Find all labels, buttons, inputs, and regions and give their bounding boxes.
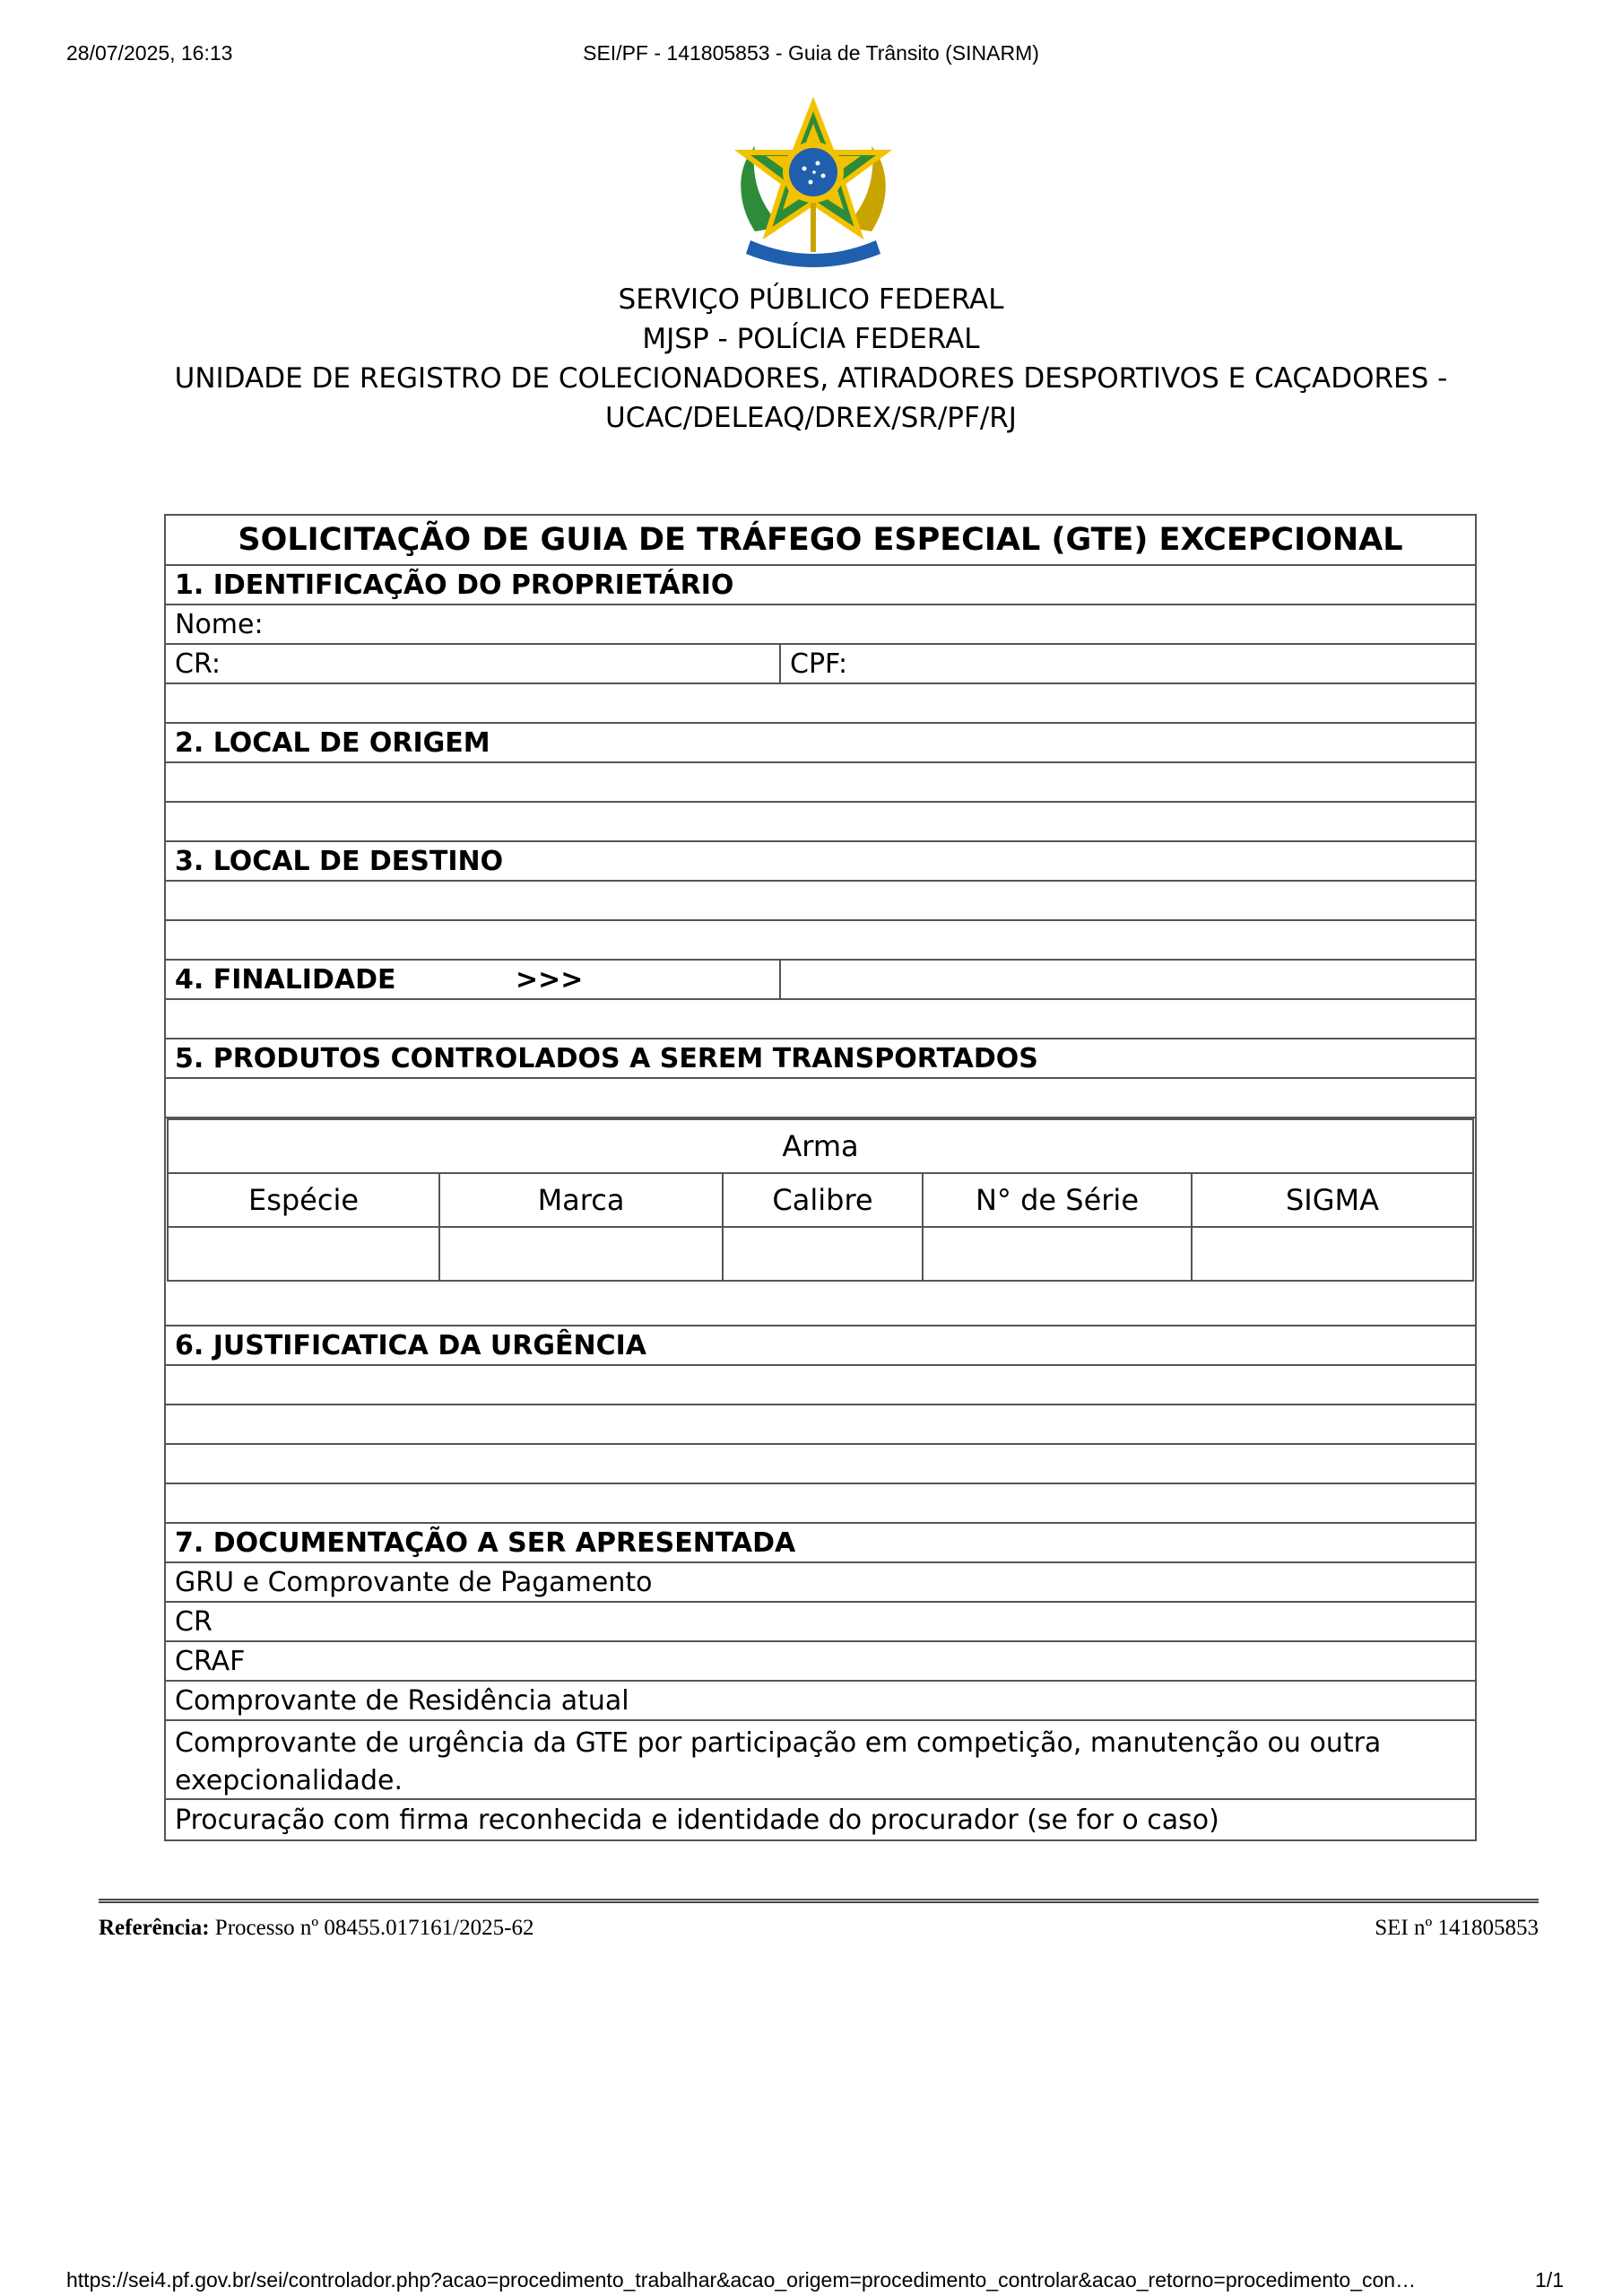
arma-header: Arma <box>168 1119 1473 1173</box>
marca-cell[interactable] <box>439 1227 723 1281</box>
purpose-row <box>166 961 1475 1000</box>
page-number: 1/1 <box>1535 2268 1564 2292</box>
urgency-line-1[interactable] <box>166 1366 1475 1405</box>
blank-row[interactable] <box>166 1000 1475 1039</box>
org-line-2: MJSP - POLÍCIA FEDERAL <box>642 323 980 355</box>
doc-item: Procuração com firma reconhecida e identidade do procurador (se for o caso) <box>175 1804 1219 1836</box>
urgency-line-4[interactable] <box>166 1484 1475 1524</box>
process-number: Processo nº 08455.017161/2025-62 <box>214 1916 534 1940</box>
col-sigma: SIGMA <box>1192 1173 1473 1227</box>
sigma-cell[interactable] <box>1192 1227 1473 1281</box>
org-line-1: SERVIÇO PÚBLICO FEDERAL <box>618 283 1004 316</box>
destination-field[interactable] <box>166 882 1475 921</box>
cpf-field[interactable]: CPF: <box>790 648 848 680</box>
especie-cell[interactable] <box>168 1227 439 1281</box>
numero-serie-cell[interactable] <box>923 1227 1192 1281</box>
section-documentation: 7. DOCUMENTAÇÃO A SER APRESENTADA <box>166 1524 1475 1563</box>
arma-table <box>167 1118 1474 1282</box>
origin-field[interactable] <box>166 763 1475 803</box>
brazil-coat-of-arms-icon <box>728 97 898 272</box>
col-marca: Marca <box>439 1173 723 1227</box>
section-purpose <box>166 961 781 998</box>
form-title: SOLICITAÇÃO DE GUIA DE TRÁFEGO ESPECIAL (GTE) EXCEPCIONAL <box>166 516 1475 566</box>
col-numero-serie: N° de Série <box>923 1173 1192 1227</box>
purpose-arrows: >>> <box>516 963 584 996</box>
section-urgency: 6. JUSTIFICATICA DA URGÊNCIA <box>166 1326 1475 1366</box>
print-header <box>0 41 1622 77</box>
doc-item: Comprovante de Residência atual <box>166 1682 1475 1721</box>
col-calibre: Calibre <box>723 1173 923 1227</box>
cr-cpf-row <box>166 645 1475 684</box>
cr-field[interactable]: CR: <box>166 645 781 683</box>
calibre-cell[interactable] <box>723 1227 923 1281</box>
doc-item: CRAF <box>166 1642 1475 1682</box>
gte-request-form <box>164 514 1477 1841</box>
arma-table-wrapper <box>166 1118 1475 1326</box>
purpose-field[interactable] <box>781 961 1475 998</box>
nome-field[interactable]: Nome: <box>166 605 1475 645</box>
doc-item: CR <box>166 1603 1475 1642</box>
section-purpose-label: 4. FINALIDADE <box>175 963 396 996</box>
section-origin: 2. LOCAL DE ORIGEM <box>166 724 1475 763</box>
urgency-line-2[interactable] <box>166 1405 1475 1445</box>
print-datetime: 28/07/2025, 16:13 <box>66 41 233 65</box>
org-line-3: UNIDADE DE REGISTRO DE COLECIONADORES, ATIRADORES DESPORTIVOS E CAÇADORES - <box>174 362 1448 395</box>
col-especie: Espécie <box>168 1173 439 1227</box>
blank-row[interactable] <box>166 921 1475 961</box>
reference-label: Referência: <box>99 1916 210 1940</box>
reference-footer <box>99 1899 1539 1941</box>
blank-row[interactable] <box>166 803 1475 842</box>
org-line-4: UCAC/DELEAQ/DREX/SR/PF/RJ <box>605 402 1017 434</box>
section-controlled-products: 5. PRODUTOS CONTROLADOS A SEREM TRANSPORTADOS <box>166 1039 1475 1079</box>
doc-item: GRU e Comprovante de Pagamento <box>166 1563 1475 1603</box>
section-owner-identification: 1. IDENTIFICAÇÃO DO PROPRIETÁRIO <box>166 566 1475 605</box>
blank-row[interactable] <box>166 684 1475 724</box>
doc-item: Comprovante de urgência da GTE por participação em competição, manutenção ou outra exepcionalidade. <box>166 1721 1475 1800</box>
section-destination: 3. LOCAL DE DESTINO <box>166 842 1475 882</box>
print-title: SEI/PF - 141805853 - Guia de Trânsito (SINARM) <box>583 41 1039 65</box>
blank-spacer <box>167 1282 1474 1325</box>
sei-number: SEI nº 141805853 <box>1375 1916 1539 1940</box>
urgency-line-3[interactable] <box>166 1445 1475 1484</box>
organization-header <box>0 280 1622 438</box>
page-url: https://sei4.pf.gov.br/sei/controlador.php?acao=procedimento_trabalhar&acao_origem=procedimento_controlar&acao_retorno=procedimento_con… <box>66 2268 1417 2292</box>
blank-row[interactable] <box>166 1079 1475 1118</box>
